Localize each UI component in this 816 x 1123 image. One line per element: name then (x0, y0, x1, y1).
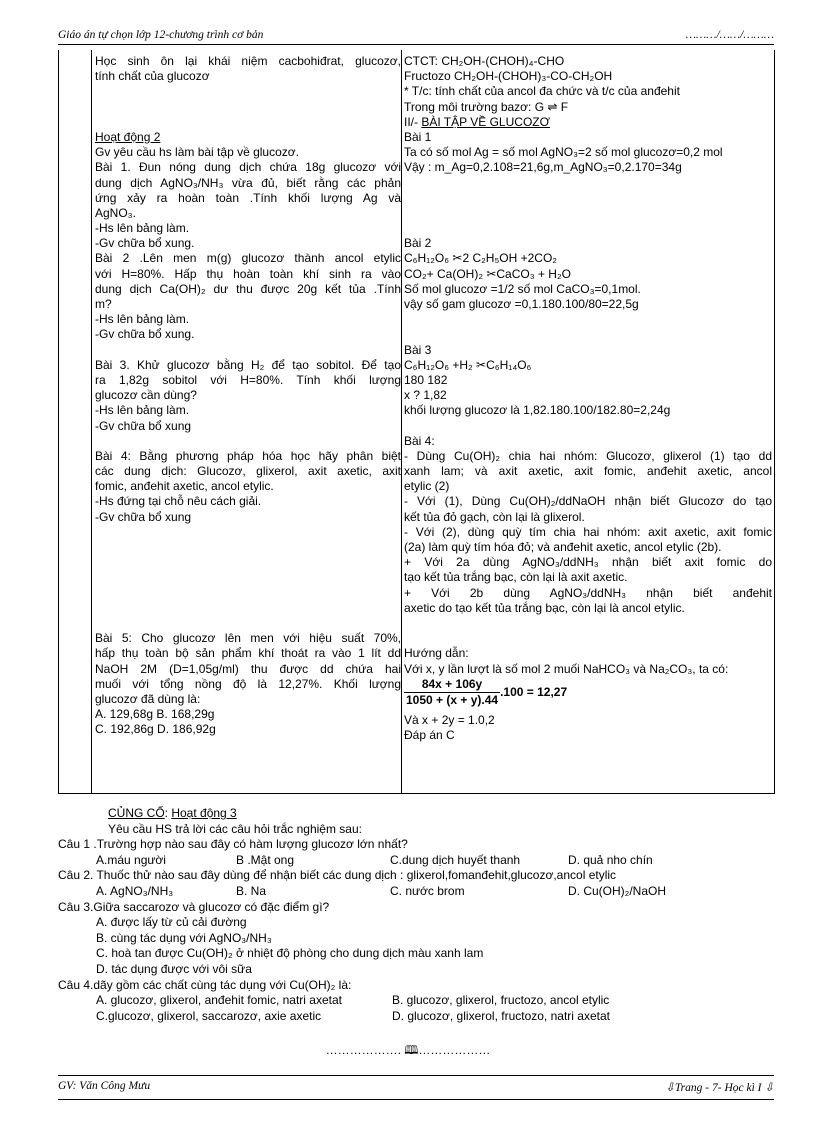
right-line: Đáp án C (404, 727, 455, 742)
table-border-bottom (58, 793, 774, 794)
right-line: kết tủa đỏ gạch, còn lại là glixerol. (404, 509, 585, 524)
quiz-options (58, 1009, 774, 1025)
left-line: C. 192,86g D. 186,92g (95, 722, 216, 737)
blank-line (95, 540, 401, 555)
right-line: - Với (2), dùng quỳ tím chia hai nhóm: axit axetic, axit fomic (404, 524, 772, 539)
right-line: xanh lam; và axit axetic, axit fomic, anđehit axetic, ancol (404, 464, 772, 479)
quiz-question: Câu 2. Thuốc thử nào sau đây dùng để nhận biết các dung dịch : glixerol,fomanđehit,glucozơ,ancol etylic (58, 868, 617, 883)
blank-line (95, 84, 401, 99)
blank-line (404, 616, 772, 631)
teacher-activities-column (95, 54, 401, 737)
quiz-option: D. tác dụng được với vôi sữa (96, 961, 252, 976)
left-line: AgNO₃. (95, 205, 136, 220)
right-line: (2a) làm quỳ tím hóa đỏ; và anđehit axetic, ancol etylic (2b). (404, 540, 722, 554)
section-number: II/- (404, 114, 422, 129)
blank-line (404, 631, 772, 646)
footer-rule (58, 1099, 774, 1100)
quiz-option: B. cùng tác dụng với AgNO₃/NH₃ (96, 930, 272, 945)
right-line: + Với 2a dùng AgNO₃/ddNH₃ nhận biết axit fomic do (404, 555, 772, 570)
quiz-option: B .Mật ong (236, 852, 295, 867)
left-line: A. 129,68g B. 168,29g (95, 707, 215, 722)
left-line: -Hs đứng tại chỗ nêu cách giải. (95, 494, 262, 509)
blank-line (404, 419, 772, 434)
right-line: axetic do tạo kết tủa trắng bạc, còn lại là ancol etylic. (404, 600, 685, 615)
right-line: Với x, y lần lượt là số mol 2 muối NaHCO₃ và Na₂CO₃, ta có: (404, 661, 729, 676)
left-line: Học sinh ôn lại khái niệm cacbohiđrat, glucozơ, (95, 54, 401, 68)
right-line: khối lượng glucozơ là 1,82.180.100/182.80=2,24g (404, 403, 671, 418)
right-line: + Với 2b dùng AgNO₃/ddNH₃ nhận biết anđehit (404, 585, 772, 600)
right-line: Số mol glucozơ =1/2 số mol CaCO₃=0,1mol. (404, 281, 641, 296)
fraction (404, 677, 500, 708)
right-line (404, 115, 772, 130)
quiz-question: Câu 4.dãy gồm các chất cùng tác dụng với Cu(OH)₂ là: (58, 977, 352, 992)
right-line: - Với (1), Dùng Cu(OH)₂/ddNaOH nhận biết Glucozơ do tạo (404, 494, 772, 509)
quiz-option: B. glucozơ, glixerol, fructozo, ancol etylic (392, 993, 610, 1008)
right-line: Fructozo CH₂OH-(CHOH)₃-CO-CH₂OH (404, 69, 613, 84)
consolidation-label: CỦNG CỐ (108, 806, 165, 820)
blank-line (404, 191, 772, 206)
blank-line (95, 115, 401, 130)
right-line: Trong môi trường bazơ: G ⇌ F (404, 99, 569, 114)
content-column (404, 54, 772, 743)
left-line: dung dịch AgNO₃/NH₃ vừa đủ, biết rằng các phản (95, 175, 401, 190)
footer-page: ⇩Trang - 7- Học kì I ⇩ (665, 1082, 774, 1094)
quiz-option: C.glucozơ, glixerol, saccarozơ, axie axetic (96, 1008, 322, 1023)
right-line: C₆H₁₂O₆ +H₂ ✂C₆H₁₄O₆ (404, 357, 532, 372)
blank-line (95, 570, 401, 585)
right-line: C₆H₁₂O₆ ✂2 C₂H₅OH +2CO₂ (404, 251, 557, 266)
left-line: -Gv chữa bổ xung (95, 418, 192, 433)
left-line: tính chất của glucozơ (95, 69, 210, 84)
left-line: Bài 1. Đun nóng dung dịch chứa 18g glucozơ với (95, 160, 401, 175)
quiz-option: A.máu người (96, 852, 166, 867)
quiz-options (58, 884, 774, 900)
blank-line (404, 327, 772, 342)
quiz-option: A. được lấy từ củ cải đường (96, 915, 247, 930)
right-line: x ? 1,82 (404, 388, 447, 403)
page-header (58, 28, 774, 45)
fraction-denominator: 1050 + (x + y).44 (406, 692, 499, 707)
fraction-numerator: 84x + 106y (404, 677, 500, 693)
page-footer (58, 1075, 774, 1098)
left-line (95, 130, 401, 145)
left-line: -Gv chữa bổ xung. (95, 236, 195, 251)
quiz-option: D. Cu(OH)₂/NaOH (568, 883, 666, 898)
quiz-option: C. hoà tan được Cu(OH)₂ ở nhiệt độ phòng cho dung dịch màu xanh lam (96, 946, 484, 961)
blank-line (95, 100, 401, 115)
blank-line (404, 206, 772, 221)
quiz-option: D. quả nho chín (568, 852, 653, 867)
blank-line (95, 586, 401, 601)
consolidation-section (58, 806, 774, 1024)
blank-line (95, 601, 401, 616)
left-line: với H=80%. Hấp thụ hoàn toàn khí sinh ra vào (95, 266, 401, 281)
right-line: Bài 2 (404, 236, 432, 251)
blank-line (95, 434, 401, 449)
left-line: các dung dịch: Glucozơ, glixerol, axit axetic, axit (95, 464, 401, 479)
right-line: 180 182 (404, 372, 448, 387)
right-line: Vậy : m_Ag=0,2.108=21,6g,m_AgNO₃=0,2.170=34g (404, 160, 682, 175)
activity-3-heading: Hoạt động 3 (171, 806, 237, 820)
quiz-question: Câu 3.Giữa saccarozơ và glucozơ có đặc điểm gì? (58, 899, 330, 914)
left-line: muối với tổng nồng độ là 12,27%. Khối lượng (95, 676, 401, 691)
quiz-option: C.dung dịch huyết thanh (390, 852, 521, 867)
right-line: Hướng dẫn: (404, 646, 469, 661)
right-line: vậy số gam glucozơ =0,1.180.100/80=22,5g (404, 297, 639, 311)
footer-author: GV: Văn Công Mưu (58, 1080, 151, 1092)
right-line: - Dùng Cu(OH)₂ chia hai nhóm: Glucozơ, glixerol (1) tạo dd (404, 448, 772, 463)
left-line: ra 1,82g sobitol với H=80%. Tính khối lượng (95, 372, 401, 387)
blank-line (95, 343, 401, 358)
section-separator: ………………. 🕮……………… (325, 1043, 491, 1057)
consolidation-heading (58, 806, 774, 822)
quiz-question: Câu 1 .Trường hợp nào sau đây có hàm lượng glucozơ lớn nhất? (58, 837, 408, 852)
header-title: Giáo án tự chọn lớp 12-chương trình cơ bản (58, 29, 264, 41)
header-date: ………/……/……… (685, 29, 774, 41)
blank-line (404, 221, 772, 236)
blank-line (404, 176, 772, 191)
blank-line (95, 616, 401, 631)
quiz-intro: Yêu cầu HS trả lời các câu hỏi trắc nghiệm sau: (108, 821, 362, 836)
quiz-option: D. glucozơ, glixerol, fructozo, natri axetat (392, 1008, 610, 1023)
left-line: hấp thụ toàn bộ sản phẩm khí thoát ra vào 1 lít dd (95, 646, 401, 661)
left-line: dung dịch Ca(OH)₂ dư thu được 20g kết tủa .Tính (95, 281, 401, 296)
right-line: CTCT: CH₂OH-(CHOH)₄-CHO (404, 54, 565, 68)
right-line: etylic (2) (404, 479, 450, 494)
left-line: -Hs lên bảng làm. (95, 403, 190, 418)
right-line: tạo kết tủa trắng bạc, còn lại là axit axetic. (404, 570, 628, 585)
activity-heading: Hoạt động 2 (95, 129, 161, 144)
equation (404, 677, 772, 713)
section-heading: BÀI TẬP VỀ GLUCOZƠ (421, 114, 550, 129)
right-line: Bài 3 (404, 342, 432, 357)
table-border-right (774, 50, 775, 794)
left-line: Bài 4: Bằng phương pháp hóa học hãy phân biệt (95, 448, 401, 463)
left-line: glucozơ đã dùng là: (95, 691, 201, 706)
left-line: fomic, anđehit axetic, ancol etylic. (95, 479, 274, 494)
left-line: -Hs lên bảng làm. (95, 312, 190, 327)
fraction-rest: .100 = 12,27 (500, 684, 568, 699)
left-line: NaOH 2M (D=1,05g/ml) thu được dd chứa hai (95, 661, 401, 676)
consolidation-colon: : (164, 806, 172, 820)
left-line: Bài 3. Khử glucozơ bằng H₂ để tạo sobitol. Để tạo (95, 357, 401, 372)
left-line: m? (95, 297, 112, 311)
quiz-option: A. AgNO₃/NH₃ (96, 883, 174, 898)
table-border-left (58, 50, 59, 794)
right-line: CO₂+ Ca(OH)₂ ✂CaCO₃ + H₂O (404, 266, 571, 281)
right-line: Và x + 2y = 1.0,2 (404, 712, 495, 727)
left-line: Gv yêu cầu hs làm bài tập về glucozơ. (95, 145, 299, 160)
blank-line (95, 525, 401, 540)
right-line: Bài 4: (404, 433, 435, 448)
left-line: Bài 2 .Lên men m(g) glucozơ thành ancol etylic (95, 251, 401, 266)
right-line: Ta có số mol Ag = số mol AgNO₃=2 số mol glucozơ=0,2 mol (404, 145, 723, 160)
quiz-option: C. nước brom (390, 883, 465, 898)
quiz-options (58, 993, 774, 1009)
right-line: Bài 1 (404, 129, 432, 144)
left-line: -Hs lên bảng làm. (95, 221, 190, 236)
blank-line (404, 312, 772, 327)
blank-line (95, 555, 401, 570)
left-line: -Gv chữa bổ xung. (95, 327, 195, 342)
left-line: -Gv chữa bổ xung (95, 509, 192, 524)
left-line: Bài 5: Cho glucozơ lên men với hiệu suất 70%, (95, 631, 401, 646)
right-line: * T/c: tính chất của ancol đa chức và t/c của anđehit (404, 84, 680, 99)
table-column-divider (401, 50, 402, 794)
quiz-option: A. glucozơ, glixerol, anđehit fomic, natri axetat (96, 993, 342, 1008)
table-border-inner (91, 50, 92, 794)
left-line: ứng xảy ra hoàn toàn .Tính khối lượng Ag và (95, 190, 401, 205)
quiz-option: B. Na (236, 883, 267, 898)
quiz-options (58, 853, 774, 869)
left-line: glucozơ cần dùng? (95, 388, 197, 403)
